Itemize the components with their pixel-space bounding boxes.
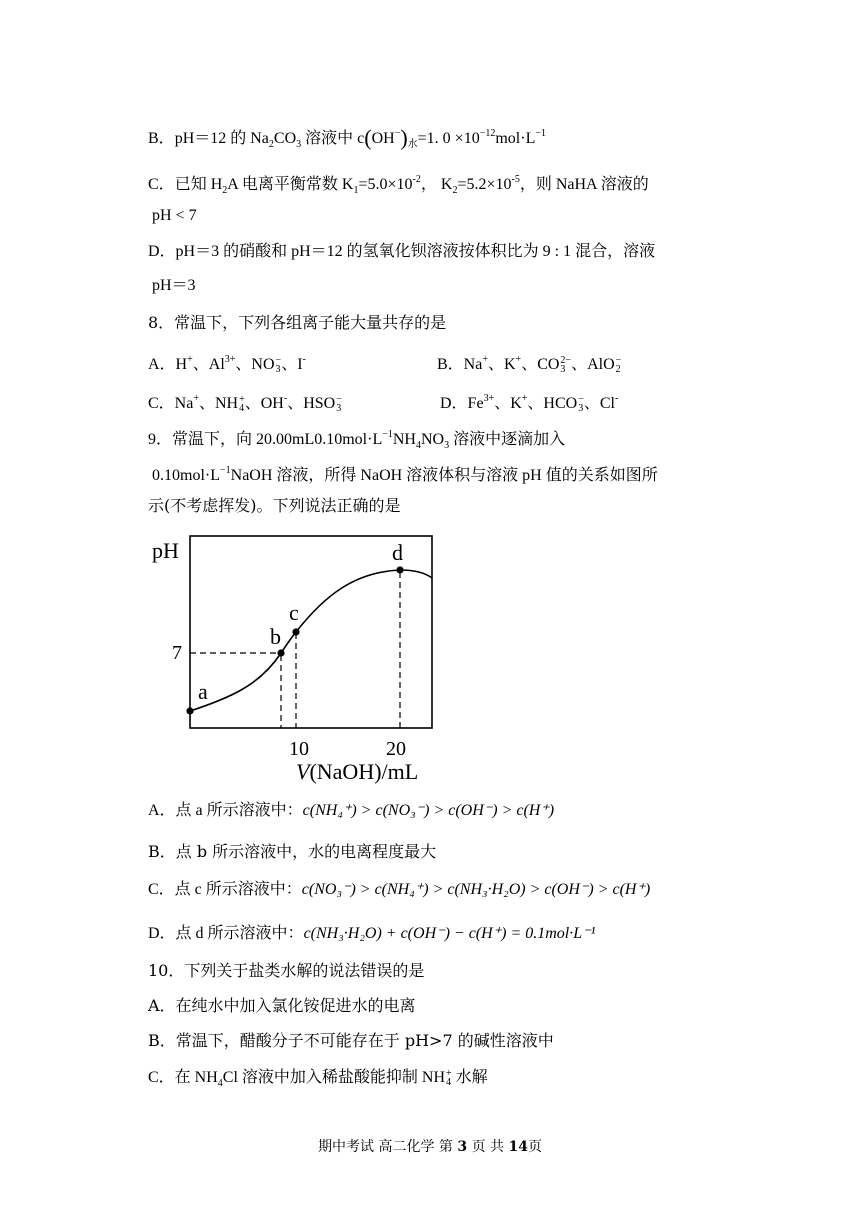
math-expression: c(NO₃⁻) > c(NH₄⁺) > c(NH₃·H₂O) > c(OH⁻) > c(H⁺): [301, 881, 651, 898]
subscript: 4: [415, 440, 421, 451]
text: NO: [420, 431, 445, 448]
superscript: -: [302, 354, 306, 365]
text: 、Al: [192, 356, 225, 373]
q9-stem-line1: [148, 425, 565, 456]
text: NaOH 溶液，所得 NaOH 溶液体积与溶液 pH 值的关系如图所: [230, 467, 658, 484]
superscript: -2: [412, 174, 421, 185]
text: 0.10mol·L: [152, 467, 220, 484]
page-number: 3: [457, 1139, 468, 1155]
text: =5.2×10: [457, 176, 512, 193]
superscript: −: [578, 394, 584, 406]
text: 9．常温下，向 20.00mL0.10mol·L: [148, 431, 383, 448]
text: C．在 NH: [148, 1069, 218, 1086]
superscript: −: [336, 394, 342, 406]
q9-option-d: [148, 924, 595, 944]
subscript: 2: [615, 364, 621, 376]
q8-option-b: [437, 350, 621, 375]
option-lead: C．Na: [148, 395, 194, 412]
text: NH: [392, 431, 416, 448]
option-lead: D．Fe: [440, 395, 484, 412]
subscript: 2: [452, 185, 458, 196]
text: 溶液中逐滴加入: [449, 431, 566, 448]
ph-curve: [190, 570, 432, 711]
q10-option-a: A．在纯水中加入氯化铵促进水的电离: [148, 996, 416, 1015]
q9-option-c: [148, 880, 650, 900]
ion-charge: [616, 356, 622, 374]
point-label-c: c: [289, 600, 299, 625]
text: A 电离平衡常数 K: [227, 176, 354, 193]
superscript: 3+: [483, 393, 495, 404]
subscript: 1: [353, 185, 359, 196]
text: 、HSO: [287, 395, 336, 412]
footer-text: 期中考试 高二化学 第: [318, 1139, 458, 1155]
point-d: [396, 566, 403, 573]
subscript: 2: [222, 185, 228, 196]
text: 已知 H: [174, 176, 223, 193]
q7-option-c-line1: [148, 170, 649, 201]
option-lead: C．点 c 所示溶液中：: [148, 881, 302, 898]
text: ，则 NaHA 溶液的: [519, 176, 649, 193]
q7-option-d-line2: pH＝3: [152, 277, 196, 294]
footer-text: 页: [527, 1139, 542, 1155]
x-axis-label: V(NaOH)/mL: [296, 759, 419, 784]
point-c: [292, 628, 299, 635]
text: pH＝12 的 Na: [174, 130, 269, 147]
superscript: +: [521, 393, 528, 404]
text: 、AlO: [571, 356, 615, 373]
ph-titration-chart: [150, 530, 450, 790]
text: 、OH: [244, 395, 284, 412]
ion-charge: [336, 395, 342, 413]
superscript: +: [446, 1068, 452, 1080]
subscript: 4: [446, 1077, 452, 1089]
text: 、HCO: [527, 395, 578, 412]
superscript: +: [482, 354, 488, 365]
text: 、K: [494, 395, 522, 412]
option-lead: B．Na: [437, 356, 483, 373]
text: OH: [371, 130, 395, 147]
q9-stem-line2: [152, 461, 658, 486]
y-axis-label: pH: [152, 538, 179, 563]
text: =1. 0 ×10: [417, 130, 480, 147]
math-expression: c(NH₄⁺) > c(NO₃⁻) > c(OH⁻) > c(H⁺): [302, 802, 555, 819]
paren: (: [364, 125, 372, 150]
point-a: [186, 707, 193, 714]
text: 、NO: [235, 356, 275, 373]
text: 、K: [487, 356, 516, 373]
x-tick-label-20: 20: [386, 738, 406, 760]
subscript: 3: [578, 403, 584, 415]
superscript: -: [283, 393, 288, 404]
text: 水解: [451, 1069, 488, 1086]
text: 、I: [281, 356, 303, 373]
superscript: −: [275, 355, 282, 367]
text: ， K: [420, 176, 453, 193]
superscript: +: [187, 354, 193, 365]
superscript: +: [515, 354, 522, 365]
total-pages: 14: [508, 1139, 528, 1155]
option-lead: C．: [148, 176, 175, 193]
q8-option-d: [440, 389, 618, 414]
subscript: 3: [296, 139, 302, 150]
superscript: −1: [382, 429, 393, 440]
text: =5.0×10: [358, 176, 413, 193]
q9-option-a: [148, 801, 554, 821]
q10-option-b: B．常温下，醋酸分子不可能存在于 pH>7 的碱性溶液中: [148, 1031, 554, 1050]
superscript: -5: [511, 174, 520, 185]
q10-option-c: [148, 1068, 488, 1094]
subscript: 水: [407, 139, 418, 150]
superscript: −: [394, 128, 401, 139]
x-tick-label-10: 10: [289, 738, 309, 760]
paren: ): [400, 125, 408, 150]
superscript: -: [614, 393, 619, 404]
point-label-d: d: [392, 540, 403, 565]
q9-stem-line3: 示(不考虑挥发)。下列说法正确的是: [148, 496, 401, 515]
superscript: 3+: [224, 354, 236, 365]
y-tick-label-7: 7: [172, 642, 182, 664]
subscript: 3: [444, 440, 450, 451]
q7-option-c-line2: pH < 7: [152, 207, 197, 224]
subscript: 3: [275, 364, 281, 376]
subscript: 4: [217, 1078, 223, 1089]
q8-option-a: [148, 350, 306, 375]
subscript: 4: [239, 403, 245, 415]
superscript: 2−: [560, 355, 572, 367]
superscript: −1: [535, 128, 546, 139]
point-label-a: a: [198, 679, 208, 704]
text: Cl 溶液中加入稀盐酸能抑制 NH: [222, 1069, 446, 1086]
superscript: +: [193, 393, 199, 404]
superscript: −1: [220, 465, 231, 476]
q8-option-c: [148, 389, 342, 414]
point-label-b: b: [270, 624, 281, 649]
math-expression: c(NH₃·H₂O) + c(OH⁻) − c(H⁺) = 0.1mol·L⁻¹: [303, 925, 596, 942]
text: 、NH: [198, 395, 239, 412]
text: 、Cl: [583, 395, 615, 412]
q10-stem: 10．下列关于盐类水解的说法错误的是: [148, 961, 425, 980]
text: 、CO: [521, 356, 560, 373]
subscript: 3: [336, 403, 342, 415]
superscript: +: [239, 394, 245, 406]
superscript: −12: [479, 128, 496, 139]
q9-option-b: B．点 b 所示溶液中，水的电离程度最大: [148, 842, 437, 861]
footer-text: 页 共: [467, 1139, 509, 1155]
option-lead: A．H: [148, 356, 188, 373]
option-lead: A．点 a 所示溶液中：: [148, 802, 303, 819]
q7-option-b: [148, 124, 546, 155]
subscript: 2: [268, 139, 274, 150]
q7-option-d-line1: D．pH＝3 的硝酸和 pH＝12 的氢氧化钡溶液按体积比为 9 : 1 混合，溶液: [148, 243, 656, 260]
ion-charge: [560, 356, 571, 374]
superscript: −: [615, 355, 622, 367]
text: 溶液中 c: [301, 130, 365, 147]
option-lead: D．点 d 所示溶液中：: [148, 925, 304, 942]
subscript: 3: [560, 364, 566, 376]
page-footer: [0, 1136, 860, 1156]
text: mol·L: [495, 130, 536, 147]
text: CO: [273, 130, 297, 147]
q8-stem: 8．常温下，下列各组离子能大量共存的是: [148, 313, 447, 332]
point-b: [277, 649, 284, 656]
option-lead: B．: [148, 130, 175, 147]
